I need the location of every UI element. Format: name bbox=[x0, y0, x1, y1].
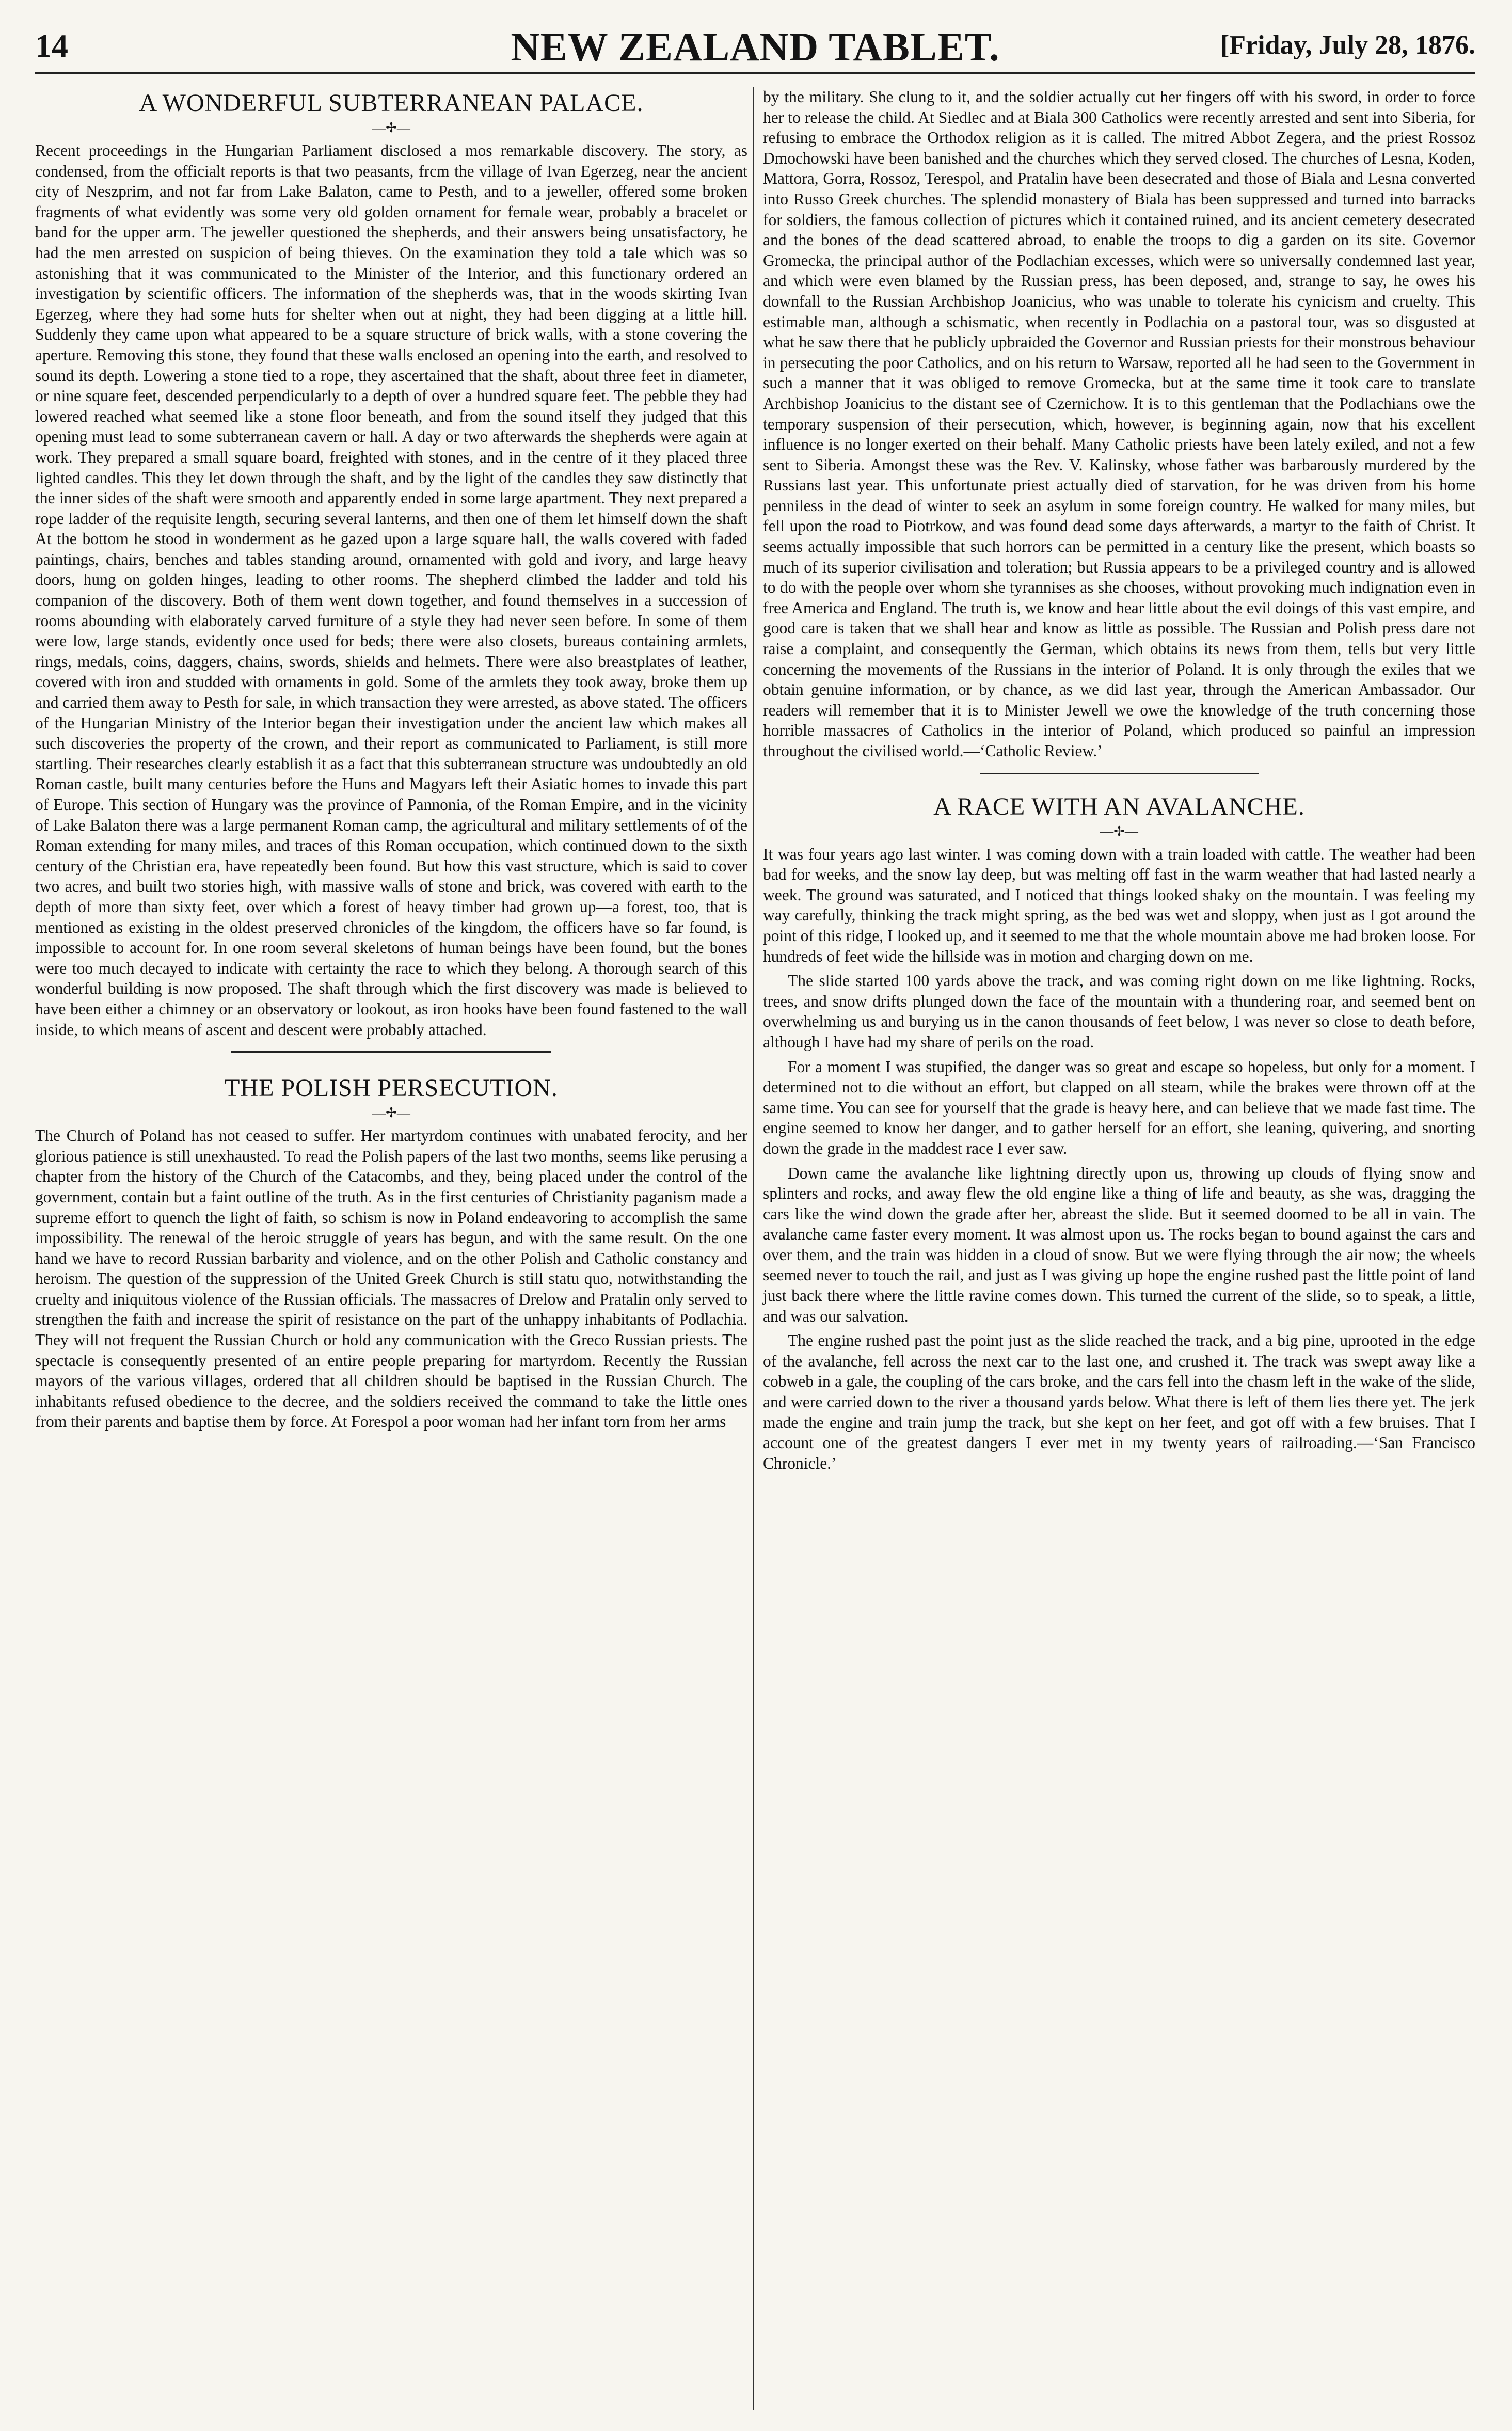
article-title-subterranean-palace: A WONDERFUL SUBTERRANEAN PALACE. bbox=[139, 89, 644, 117]
right-column bbox=[763, 87, 1475, 1477]
title-ornament: —✢— bbox=[372, 1105, 410, 1121]
article-paragraph: Recent proceedings in the Hungarian Parliament disclosed a mos remarkable discovery. The story, as condensed, from the officialt reports is that two peasants, frcm the village of Ivan Egerzeg, near the ancient city of Neszprim, and not far from Lake Balaton, came to Pesth, and to a jeweller, offered some broken fragments of what evidently was some very old golden ornament for female wear, probably a bracelet or band for the upper arm. The jeweller questioned the shepherds, and their answers being unsatisfactory, he had the men arrested on suspicion of being thieves. On the examination they told a tale which was so astonishing that it was communicated to the Minister of the Interior, and this functionary ordered an investigation by scientific officers. The information of the shepherds was, that in the woods skirting Ivan Egerzeg, where they had some huts for shelter when out at night, they had been digging at a little hill. Suddenly they came upon what appeared to be a square structure of brick walls, with a stone covering the aperture. Removing this stone, they found that these walls enclosed an opening into the earth, and resolved to sound its depth. Lowering a stone tied to a rope, they ascertained that the shaft, about three feet in diameter, or nine square feet, descended perpendicularly to a depth of over a hundred square feet. The pebble they had lowered reached what seemed like a stone floor beneath, and from the sound itself they judged that this opening must lead to some subterranean cavern or hall. A day or two afterwards the shepherds were again at work. They prepared a small square board, freighted with stones, and in the centre of it they placed three lighted candles. This they let down through the shaft, and by the light of the candles they saw distinctly that the inner sides of the shaft were smooth and apparently ended in some large apartment. They next prepared a rope ladder of the requisite length, securing several lanterns, and then one of them let himself down the shaft At the bottom he stood in wonderment as he gazed upon a large square hall, the walls covered with faded paintings, chairs, benches and tables standing around, ornamented with gold and ivory, and large heavy doors, hung on golden hinges, leading to other rooms. The shepherd climbed the ladder and told his companion of the discovery. Both of them went down together, and found themselves in a succession of rooms abounding with elaborately carved furniture of a style they had never seen before. In some of them were low, large stands, evidently once used for beds; there were also closets, bureaus containing armlets, rings, medals, coins, daggers, chains, swords, shields and helmets. There were also breastplates of leather, covered with iron and studded with ornaments in gold. Some of the armlets they took away, broke them up and carried them away to Pesth for sale, in which transaction they were arrested, as above stated. The officers of the Hungarian Ministry of the Interior began their investigation under the ancient law which makes all such discoveries the property of the crown, and their report as communicated to Parliament, is still more startling. Their researches clearly establish it as a fact that this subterranean structure was undoubtedly an old Roman castle, built many centuries before the Huns and Magyars left their Asiatic homes to invade this part of Europe. This section of Hungary was the province of Pannonia, of the Roman Empire, and in the vicinity of Lake Balaton there was a large permanent Roman camp, the agricultural and military settlements of of the Roman extending for many miles, and traces of this Roman occupation, which continued down to the sixth century of the Christian era, have repeatedly been found. But how this vast structure, which is said to cover two acres, and built two stories high, with massive walls of stone and brick, was covered with earth to the depth of more than sixty feet, over which a forest of heavy timber had grown up—a forest, too, that is mentioned as existing in the oldest preserved chronicles of the kingdom, the officers have so far found, is impossible to account for. In one room several skeletons of human beings have been found, but the bones were too much decayed to indicate with certainty the race to which they belong. A thorough search of this wonderful building is now proposed. The shaft through which the first discovery was made is believed to have been either a chimney or an observatory or lookout, as iron hooks have been found fastened to the wall inside, to which means of ascent and descent were probably attached. bbox=[35, 141, 747, 1039]
article-paragraph: The engine rushed past the point just as the slide reached the track, and a big pine, uprooted in the edge of the avalanche, fell across the next car to the last one, and crushed it. The track was swept away like a cobweb in a gale, the coupling of the cars broke, and the cars fell into the chasm left in the wake of the slide, and were carried down to the river a thousand yards below. What there is left of them lies there yet. The jerk made the engine and train jump the track, but she kept on her feet, and got off with a few bruises. That I account one of the greatest dangers I ever met in my twenty years of railroading.—‘San Francisco Chronicle.’ bbox=[763, 1331, 1475, 1472]
article-paragraph: It was four years ago last winter. I was coming down with a train loaded with cattle. The weather had been bad for weeks, and the snow lay deep, but was melting off fast in the warm weather that had lasted nearly a week. The ground was saturated, and I noticed that things looked shaky on the mountain. I was feeling my way carefully, thinking the track might spring, as the bed was wet and sloppy, when just as I got around the point of this ridge, I looked up, and it seemed to me that the whole mountain above me had broken loose. For hundreds of feet wide the hillside was in motion and charging down on me. bbox=[763, 845, 1475, 965]
article-paragraph-continued: by the military. She clung to it, and the soldier actually cut her fingers off with his sword, in order to force her to release the child. At Siedlec and at Biala 300 Catholics were recently arrested and sent into Siberia, for refusing to embrace the Orthodox religion as it is called. The mitred Abbot Zegera, and the priest Rossoz Dmochowski have been banished and the churches which they served closed. The churches of Lesna, Koden, Mattora, Gorra, Rossoz, Terespol, and Pratalin have been desecrated and those of Biala and Lesna converted into Russo Greek churches. The splendid monastery of Biala has been suppressed and turned into barracks for soldiers, the famous collection of pictures which it contained ruined, and its ancient cemetery desecrated and the bones of the dead scattered abroad, to enable the troops to dig a garden on its site. Governor Gromecka, the principal author of the Podlachian excesses, which were so universally condemned last year, and which were even blamed by the Russian press, has been deposed, and, strange to say, he owes his downfall to the Russian Archbishop Joanicius, who was unable to tolerate his cynicism and cruelty. This estimable man, although a schismatic, when recently in Podlachia on a pastoral tour, was so disgusted at what he saw there that he publicly upbraided the Governor and Russian priests for their monstrous behaviour in persecuting the poor Catholics, and on his return to Warsaw, reported all he had seen to the Government in such a manner that it was obliged to remove Gromecka, but at the same time it took care to translate Archbishop Joanicius to the distant see of Czernichow. It is to this gentleman that the Podlachians owe the temporary suspension of their persecution, which, however, is beginning again, now that his excellent influence is no longer exerted on their behalf. Many Catholic priests have been lately exiled, and not a few sent to Siberia. Amongst these was the Rev. V. Kalinsky, whose father was barbarously murdered by the Russians last year. This unfortunate priest actually died of starvation, for he was driven from his home penniless in the dead of winter to seek an asylum in some foreign country. He walked for many miles, but fell upon the road to Piotrkow, and was found dead some days afterwards, a martyr to the faith of Christ. It seems actually impossible that such horrors can be permitted in a century like the present, which boasts so much of its superior civilisation and toleration; but Russia appears to be a privileged country and is allowed to do with the people over whom she tyrannises as she chooses, without provoking much indignation even in free America and England. The truth is, we know and hear little about the evil doings of this vast empire, and good care is taken that we shall hear and know as little as possible. The Russian and Polish press dare not raise a complaint, and consequently the German, which obtains its news from them, tells but very little concerning the movements of the Russians in the interior of Poland. It is only through the exiles that we obtain genuine information, or by chance, as we did last year, through the American Ambassador. Our readers will remember that it is to Minister Jewell we owe the knowledge of the truth concerning those horrible massacres of Catholics in the interior of Poland, which produced so painful an impression throughout the civilised world.—‘Catholic Review.’ bbox=[763, 88, 1475, 760]
newspaper-title: NEW ZEALAND TABLET. bbox=[511, 24, 1000, 69]
article-paragraph: The Church of Poland has not ceased to suffer. Her martyrdom continues with unabated ferocity, and her glorious patience is still unexhausted. To read the Polish papers of the last two months, seems like perusing a chapter from the history of the Church of the Catacombs, and they, being placed under the control of the government, contain but a faint outline of the truth. As in the first centuries of Christianity paganism made a supreme effort to quench the light of faith, so schism is now in Poland endeavoring to accomplish the same impossibility. The renewal of the heroic struggle of years has begun, and with the same result. On the one hand we have to record Russian barbarity and violence, and on the other Polish and Catholic constancy and heroism. The question of the suppression of the United Greek Church is still statu quo, notwithstanding the cruelty and iniquitous violence of the Russian officials. The massacres of Drelow and Pratalin only served to strengthen the faith and increase the spirit of resistance on the part of the unhappy inhabitants of Podlachia. They will not frequent the Russian Church or hold any communication with the Greco Russian priests. The spectacle is consequently presented of an entire people preparing for martyrdom. Recently the Russian mayors of the various villages, ordered that all children should be baptised in the Russian Church. The inhabitants refused obedience to the decree, and the soldiers received the command to take the little ones from their parents and baptise them by force. At Forespol a poor woman had her infant torn from her arms bbox=[35, 1126, 747, 1431]
article-paragraph: The slide started 100 yards above the track, and was coming right down on me like lightning. Rocks, trees, and snow drifts plunged down the face of the mountain with a thundering roar, and seemed bent on overwhelming us and burying us in the canon thousands of feet below, I was never so close to death before, although I have had my share of perils on the road. bbox=[763, 972, 1475, 1051]
article-paragraph: Down came the avalanche like lightning directly upon us, throwing up clouds of flying snow and splinters and rocks, and away flew the old engine like a thing of life and beauty, as she was, dragging the cars like the wind down the grade after her, abreast the slide. But it seemed doomed to be all in vain. The avalanche came faster every moment. It was almost upon us. The rocks began to bound against the cars and over them, and the train was hidden in a cloud of snow. But we were flying through the air now; the wheels seemed never to touch the rail, and just as I was giving up hope the engine rushed past the little point of land just back there where the little ravine comes down. This turned the current of the slide, so to speak, a little, and was our salvation. bbox=[763, 1164, 1475, 1325]
masthead bbox=[35, 21, 1475, 74]
article-separator bbox=[980, 773, 1259, 780]
left-column bbox=[35, 87, 747, 1436]
article-title-polish-persecution: THE POLISH PERSECUTION. bbox=[225, 1074, 558, 1102]
title-ornament: —✢— bbox=[372, 120, 410, 135]
article-title-race-avalanche: A RACE WITH AN AVALANCHE. bbox=[933, 792, 1305, 820]
page-number: 14 bbox=[35, 27, 68, 64]
title-ornament: —✢— bbox=[1100, 823, 1138, 839]
article-paragraph: For a moment I was stupified, the danger was so great and escape so hopeless, but only for a moment. I determined not to die without an effort, but clapped on all steam, while the brakes were thrown off at the same time. You can see for yourself that the grade is heavy here, and can believe that we made fast time. The engine seemed to know her danger, and to gather herself for an effort, she leaning, quivering, and snorting down the grade in the maddest race I ever saw. bbox=[763, 1057, 1475, 1157]
article-separator bbox=[231, 1051, 551, 1058]
column-divider bbox=[753, 87, 754, 2410]
issue-date: [Friday, July 28, 1876. bbox=[1220, 30, 1475, 60]
